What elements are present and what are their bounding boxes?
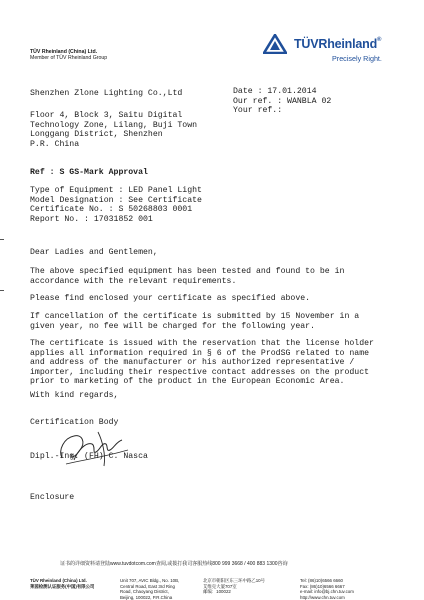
detail-model: Model Designation : See Certificate xyxy=(30,195,202,205)
footer-email: e-mail: info@bj.chn.tuv.com xyxy=(300,589,354,595)
footer-service-line: 证书的详细资料请登陆www.tuvdotcom.com查阅,或拨打我司客服热线800 999 3668 / 400 883 1300咨询 xyxy=(60,561,288,567)
tuv-triangle-logo-icon xyxy=(263,34,287,54)
footer-company: TÜV Rheinland (China) Ltd. 莱茵检测认证服务(中国)有限公司 xyxy=(30,578,95,589)
brand-tagline: Precisely Right. xyxy=(332,54,382,63)
fold-mark xyxy=(0,290,4,291)
salutation: Dear Ladies and Gentlemen, xyxy=(30,248,158,257)
certification-body-label: Certification Body xyxy=(30,418,119,427)
registered-mark: ® xyxy=(377,37,382,43)
our-ref-line: Our ref. : WANBLA 02 xyxy=(233,96,332,106)
brand-name: TÜVRheinland® xyxy=(294,37,382,51)
detail-certificate: Certificate No. : S 50268803 0001 xyxy=(30,205,193,215)
detail-type: Type of Equipment : LED Panel Light xyxy=(30,186,202,195)
footer-fax: Fax: (86)10)6566 6667 xyxy=(300,583,345,589)
paragraph-tested: The above specified equipment has been tested and found to be in accordance with the relevant requirements. xyxy=(30,267,345,286)
footer-address-cn: 北京市朝阳区东三环中路乙10号 艾维克大厦707室 邮编：100022 xyxy=(203,578,265,595)
subject-line: Ref : S GS-Mark Approval xyxy=(30,168,148,177)
issuer-group-line: Member of TÜV Rheinland Group xyxy=(30,55,108,62)
paragraph-enclosed: Please find enclosed your certificate as specified above. xyxy=(30,294,311,303)
date-line: Date : 17.01.2014 xyxy=(233,87,317,96)
addressee-address xyxy=(30,111,197,149)
enclosure: Enclosure xyxy=(30,493,75,502)
issuer-company-name: TÜV Rheinland (China) Ltd. xyxy=(30,49,98,55)
addressee-company: Shenzhen Zlone Lighting Co.,Ltd xyxy=(30,89,183,98)
fold-mark xyxy=(0,239,4,240)
address-line: P.R. China xyxy=(30,139,80,149)
address-line: Technology Zone, Lilang, Buji Town xyxy=(30,120,198,130)
address-line: Floor 4, Block 3, Saitu Digital xyxy=(30,111,183,120)
paragraph-cancellation: If cancellation of the certificate is submitted by 15 November in a given year, no fee will be charged for the following year. xyxy=(30,312,360,331)
equipment-details xyxy=(30,186,202,224)
reference-block xyxy=(233,87,331,116)
issuer-company-block xyxy=(30,49,107,62)
footer-contact xyxy=(300,578,354,600)
address-line: Longgang District, Shenzhen xyxy=(30,130,163,140)
your-ref-line: Your ref.: xyxy=(233,106,283,116)
footer-tel: Tel: (86)10)6566 6660 xyxy=(300,578,343,583)
footer-address-en: Unit 707, AVIC Bldg., No. 10B, Central Road, East 3rd Ring Road, Chaoyang District, Beijing, 100022, P.R.China xyxy=(120,578,180,600)
detail-report: Report No. : 17031852 001 xyxy=(30,214,153,224)
handwritten-signature-icon xyxy=(52,420,134,472)
closing: With kind regards, xyxy=(30,391,119,400)
signatory: Dipl.-Ing. (FH) C. Nasca xyxy=(30,452,148,461)
footer-website: http://www.chn.tuv.com xyxy=(300,594,345,600)
paragraph-reservation: The certificate is issued with the reservation that the license holder applies all information required in § 6 of the ProdSG related to name and address of the manufacturer or his authorized representative / importer, including their respective contact addresses on the product prior to marketing of the product in the European Economic Area. xyxy=(30,339,374,387)
